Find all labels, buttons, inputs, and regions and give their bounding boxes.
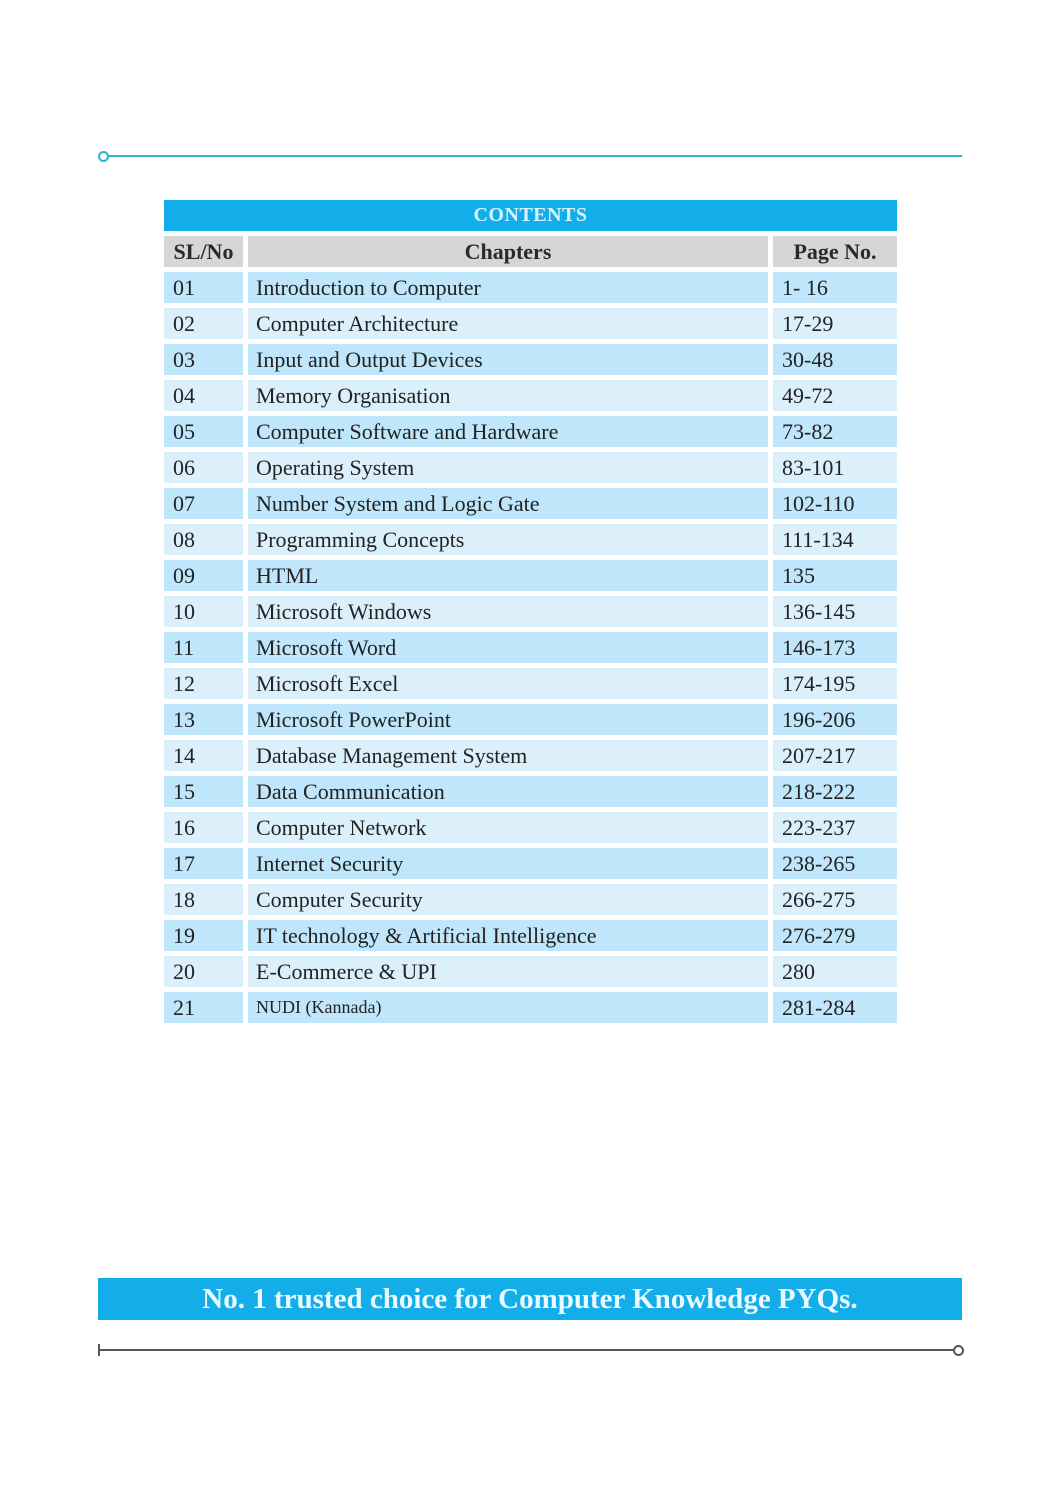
toc-row [164, 416, 897, 447]
contents-table [164, 200, 897, 1028]
toc-row [164, 812, 897, 843]
chapter-title: NUDI (Kannada) [248, 992, 773, 1023]
toc-row [164, 704, 897, 735]
page-range: 73-82 [773, 416, 897, 447]
chapter-title: Input and Output Devices [248, 344, 773, 375]
chapter-number: 09 [164, 560, 248, 591]
toc-row [164, 596, 897, 627]
page-range: 135 [773, 560, 897, 591]
chapter-title: Memory Organisation [248, 380, 773, 411]
page-range: 207-217 [773, 740, 897, 771]
chapter-number: 21 [164, 992, 248, 1023]
toc-row [164, 884, 897, 915]
toc-row [164, 488, 897, 519]
page-range: 1- 16 [773, 272, 897, 303]
toc-row [164, 740, 897, 771]
page-range: 30-48 [773, 344, 897, 375]
toc-row [164, 344, 897, 375]
page-range: 17-29 [773, 308, 897, 339]
toc-table [164, 231, 897, 1028]
tagline-banner: No. 1 trusted choice for Computer Knowledge PYQs. [98, 1278, 962, 1320]
chapter-number: 08 [164, 524, 248, 555]
chapter-number: 15 [164, 776, 248, 807]
top-divider [98, 150, 962, 162]
toc-body [164, 272, 897, 1023]
chapter-title: HTML [248, 560, 773, 591]
header-sl-no: SL/No [164, 236, 248, 267]
chapter-title: Internet Security [248, 848, 773, 879]
chapter-number: 16 [164, 812, 248, 843]
chapter-number: 18 [164, 884, 248, 915]
chapter-title: Computer Network [248, 812, 773, 843]
page-range: 102-110 [773, 488, 897, 519]
chapter-number: 04 [164, 380, 248, 411]
toc-row [164, 848, 897, 879]
header-row [164, 236, 897, 267]
chapter-number: 12 [164, 668, 248, 699]
chapter-title: Microsoft PowerPoint [248, 704, 773, 735]
chapter-number: 10 [164, 596, 248, 627]
chapter-number: 01 [164, 272, 248, 303]
toc-row [164, 452, 897, 483]
chapter-title: E-Commerce & UPI [248, 956, 773, 987]
page-range: 276-279 [773, 920, 897, 951]
toc-row [164, 380, 897, 411]
chapter-number: 13 [164, 704, 248, 735]
chapter-number: 19 [164, 920, 248, 951]
chapter-title: Computer Security [248, 884, 773, 915]
chapter-title: Microsoft Windows [248, 596, 773, 627]
page-range: 280 [773, 956, 897, 987]
toc-row [164, 776, 897, 807]
chapter-number: 14 [164, 740, 248, 771]
chapter-number: 03 [164, 344, 248, 375]
chapter-title: Programming Concepts [248, 524, 773, 555]
header-page-no: Page No. [773, 236, 897, 267]
header-chapters: Chapters [248, 236, 773, 267]
bottom-divider [98, 1343, 964, 1357]
toc-row [164, 524, 897, 555]
divider-line [108, 155, 962, 157]
page-range: 174-195 [773, 668, 897, 699]
page-range: 218-222 [773, 776, 897, 807]
page-range: 281-284 [773, 992, 897, 1023]
contents-title: CONTENTS [164, 200, 897, 231]
page-range: 49-72 [773, 380, 897, 411]
toc-row [164, 560, 897, 591]
chapter-number: 07 [164, 488, 248, 519]
chapter-title: Microsoft Word [248, 632, 773, 663]
page-range: 146-173 [773, 632, 897, 663]
page-range: 136-145 [773, 596, 897, 627]
page-range: 196-206 [773, 704, 897, 735]
toc-row [164, 632, 897, 663]
divider-line [98, 1349, 954, 1351]
page-range: 223-237 [773, 812, 897, 843]
chapter-number: 05 [164, 416, 248, 447]
chapter-title: Computer Software and Hardware [248, 416, 773, 447]
toc-row [164, 668, 897, 699]
chapter-title: Operating System [248, 452, 773, 483]
chapter-title: Microsoft Excel [248, 668, 773, 699]
page-range: 238-265 [773, 848, 897, 879]
chapter-title: Number System and Logic Gate [248, 488, 773, 519]
circle-endpoint-icon [953, 1345, 964, 1356]
chapter-number: 20 [164, 956, 248, 987]
chapter-number: 02 [164, 308, 248, 339]
page-range: 111-134 [773, 524, 897, 555]
chapter-title: Introduction to Computer [248, 272, 773, 303]
toc-row [164, 272, 897, 303]
chapter-title: IT technology & Artificial Intelligence [248, 920, 773, 951]
toc-row [164, 956, 897, 987]
page-range: 83-101 [773, 452, 897, 483]
toc-row [164, 992, 897, 1023]
toc-row [164, 308, 897, 339]
toc-row [164, 920, 897, 951]
chapter-number: 11 [164, 632, 248, 663]
chapter-title: Computer Architecture [248, 308, 773, 339]
chapter-number: 06 [164, 452, 248, 483]
chapter-title: Data Communication [248, 776, 773, 807]
page-range: 266-275 [773, 884, 897, 915]
chapter-number: 17 [164, 848, 248, 879]
chapter-title: Database Management System [248, 740, 773, 771]
